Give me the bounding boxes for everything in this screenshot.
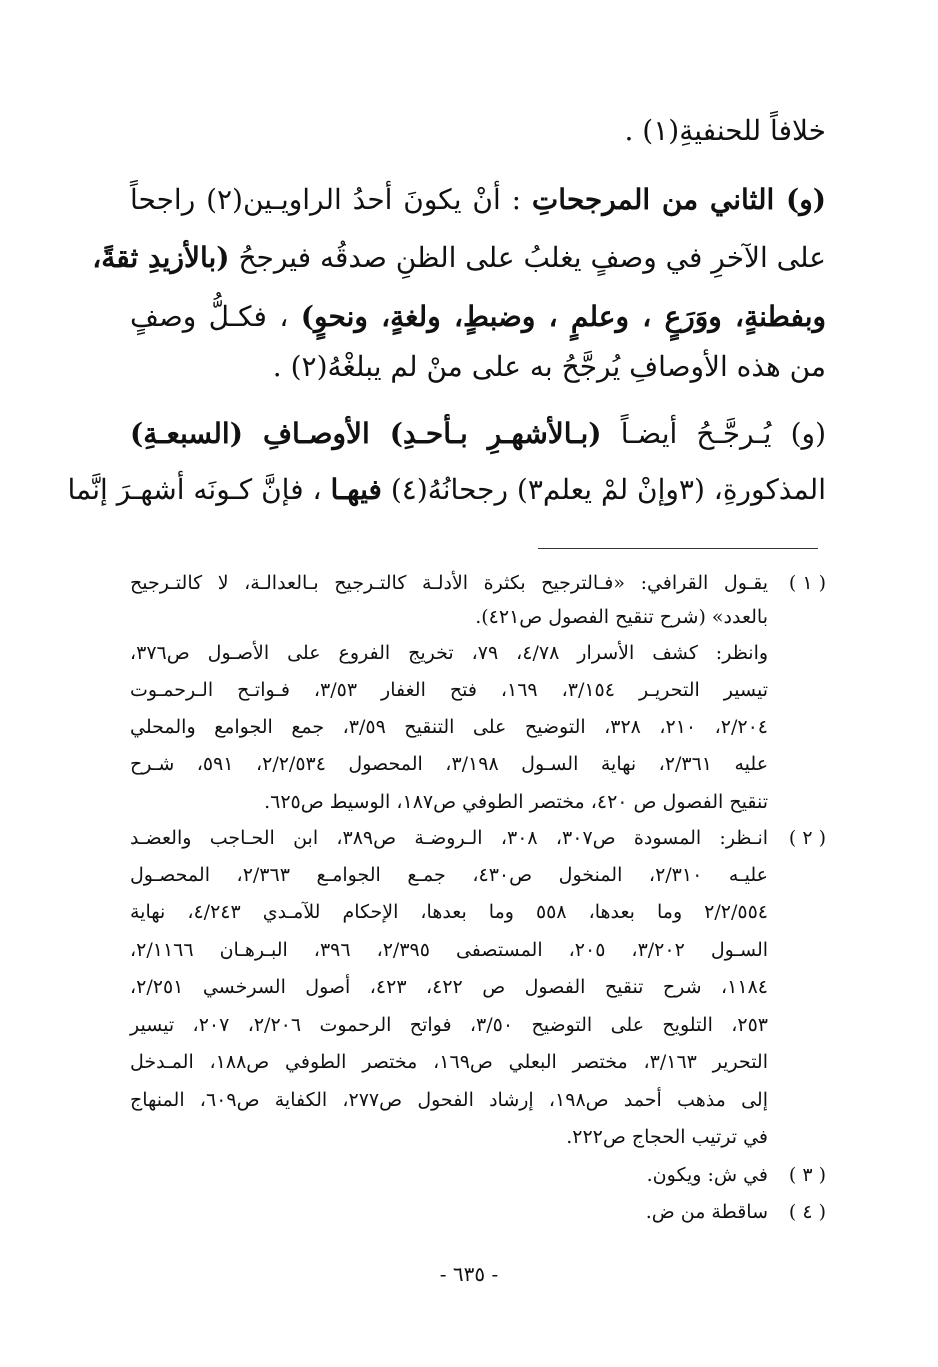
footnote-separator <box>538 548 818 549</box>
page-number: - ٦٣٥ - <box>439 1262 499 1286</box>
footnote-number: ( ١ ) <box>788 572 826 594</box>
body-text: من هذه الأوصافِ يُرجَّحُ به على منْ لم يبلغْهُ(٢) . <box>272 350 826 383</box>
footnote-line: تيسير التحريـر ٣/١٥٤، ١٦٩، فتح الغفار ٣/٥٣، فـواتـح الـرحمـوت <box>130 679 768 701</box>
footnote-number: ( ٢ ) <box>788 827 826 849</box>
footnote-line: ٢/٢٠٤، ٢١٠، ٣٢٨، التوضيح على التنقيح ٣/٥٩، جمع الجوامع والمحلي <box>130 716 768 738</box>
body-line-5 <box>130 407 826 461</box>
body-bold-text: وبفطنةٍ، ووَرَعٍ ، وعلمٍ ، وضبطٍ، ولغةٍ، ونحوٍ) <box>300 300 827 333</box>
footnote-line: التحرير ٣/١٦٣، مختصر البعلي ص١٦٩، مختصر الطوفي ص١٨٨، المـدخل <box>130 1051 768 1073</box>
body-text: (و) يُـرجَّـحُ أيضـاً <box>620 417 826 450</box>
footnote-line: وانظر: كشف الأسرار ٤/٧٨، ٧٩، تخريج الفروع على الأصـول ص٣٧٦، <box>130 642 769 664</box>
footnote-line: ٢٥٣، التلويح على التوضيح ٣/٥٠، فواتح الرحموت ٢/٢٠٦، ٢٠٧، تيسير <box>130 1014 768 1036</box>
footnote-line: تنقيح الفصول ص ٤٢٠، مختصر الطوفي ص١٨٧، الوسيط ص٦٢٥. <box>264 791 768 813</box>
footnote-line: ١١٨٤، شرح تنقيح الفصول ص ٤٢٢، ٤٢٣، أصول السرخسي ٢/٢٥١، <box>130 976 768 998</box>
footnote-line: انـظر: المسودة ص٣٠٧، ٣٠٨، الـروضـة ص٣٨٩، ابن الحـاجب والعضـد <box>130 827 769 849</box>
body-line-4 <box>130 340 826 394</box>
footnote-line: ساقطة من ض. <box>645 1201 768 1223</box>
body-text: خلافاً للحنفيةِ(١) . <box>624 114 826 147</box>
body-line-2 <box>92 231 826 285</box>
body-line-0 <box>130 104 826 158</box>
body-bold-text: (بالأزيدِ ثقةً، <box>92 241 230 274</box>
footnote-number: ( ٣ ) <box>788 1164 826 1186</box>
body-line-3 <box>130 290 826 344</box>
body-bold-text: (بـالأشهـرِ بـأحـدِ) الأوصـافِ (السبعـةِ) <box>130 417 602 450</box>
body-line-6 <box>67 463 826 517</box>
body-bold-text: (و) الثاني من المرجحاتِ <box>531 183 826 216</box>
body-text: المذكورةِ، (٣وإنْ لمْ يعلم٣) رجحانُهُ(٤) <box>390 473 826 506</box>
footnote-line: في ترتيب الحجاج ص٢٢٢. <box>566 1126 768 1148</box>
body-bold-text: فيهـا <box>330 473 382 506</box>
footnote-line: يقـول القرافي: «فـالترجيح بكثرة الأدلـة كالتـرجيح بـالعدالـة، لا كالتـرجيح <box>130 572 768 594</box>
footnote-line: عليـه ٢/٣١٠، المنخول ص٤٣٠، جمـع الجوامـع ٢/٣٦٣، المحصـول <box>130 864 768 886</box>
body-text: على الآخرِ في وصفٍ يغلبُ على الظنِ صدقُه فيرجحُ <box>238 241 826 274</box>
body-text: ، فكـلُّ وصفٍ <box>130 300 289 333</box>
footnote-line: بالعدد» (شرح تنقيح الفصول ص٤٢١). <box>475 606 768 628</box>
footnote-line: السـول ٣/٢٠٢، ٢٠٥، المستصفى ٢/٣٩٥، ٣٩٦، البـرهـان ٢/١١٦٦، <box>130 939 769 961</box>
body-text: ، فإنَّ كـونَه أشهـرَ إنَّما <box>67 473 322 506</box>
body-line-1 <box>130 173 826 227</box>
body-text: : أنْ يكونَ أحدُ الراويـين(٢) راجحاً <box>130 183 522 216</box>
footnote-line: ٢/٢/٥٥٤ وما بعدها، ٥٥٨ وما بعدها، الإحكام للآمـدي ٤/٢٤٣، نهاية <box>130 901 768 923</box>
footnote-line: في ش: ويكون. <box>646 1164 768 1186</box>
footnote-number: ( ٤ ) <box>788 1201 826 1223</box>
footnote-line: عليه ٢/٣٦١، نهاية السـول ٣/١٩٨، المحصول ٢/٢/٥٣٤، ٥٩١، شـرح <box>130 753 769 775</box>
footnote-line: إلى مذهب أحمد ص١٩٨، إرشاد الفحول ص٢٧٧، الكفاية ص٦٠٩، المنهاج <box>130 1089 768 1111</box>
